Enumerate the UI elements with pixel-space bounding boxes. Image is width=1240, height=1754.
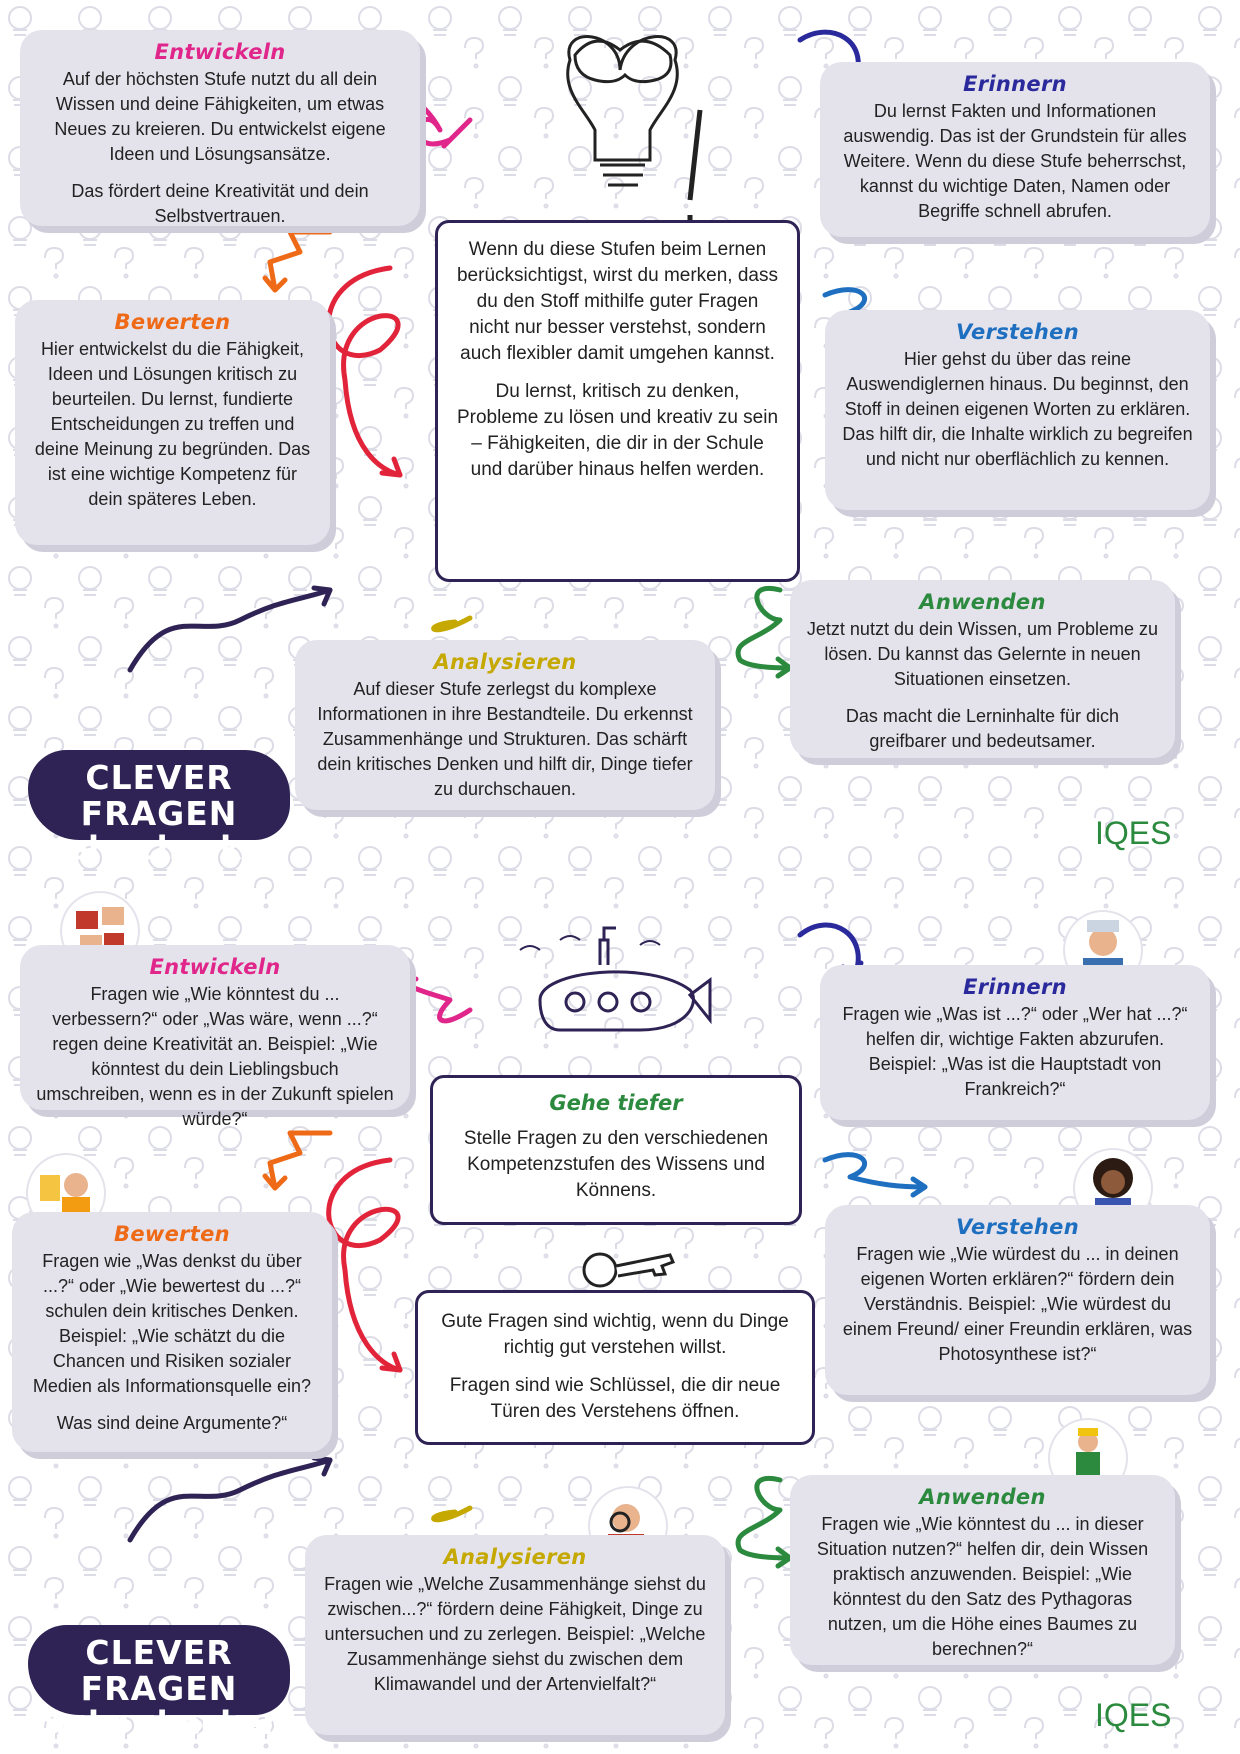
entwickeln-card-top: [20, 30, 420, 226]
erinnern-card-top: [820, 62, 1210, 237]
entwickeln-title-top: Entwickeln: [154, 40, 286, 64]
key-box: [415, 1290, 815, 1445]
bewerten-title-top: Bewerten: [114, 310, 231, 334]
clever-fragen-logo-top: [28, 750, 290, 867]
bewerten-text2-bottom: Was sind deine Argumente?“: [56, 1413, 288, 1433]
anwenden-text-top: Jetzt nutzt du dein Wissen, um Probleme zu lösen. Du kannst das Gelernte in neuen Situationen einsetzen.: [806, 619, 1159, 689]
analysieren-card-top: [295, 640, 715, 810]
erinnern-text-bottom: Fragen wie „Was ist ...?“ oder „Wer hat ...?“ helfen dir, wichtige Fakten abzurufen. Beispiel: „Was ist die Hauptstadt von Frankreich?“: [842, 1004, 1188, 1099]
bewerten-card-bottom: [12, 1212, 332, 1452]
logo-line2-bottom: mehr checken: [32, 1704, 286, 1742]
key-box-text: Gute Fragen sind wichtig, wenn du Dinge richtig gut verstehen willst.: [441, 1311, 789, 1358]
analysieren-title-top: Analysieren: [433, 650, 577, 674]
anwenden-title-top: Anwenden: [919, 590, 1046, 614]
analysieren-card-bottom: [305, 1535, 725, 1735]
verstehen-card-bottom: [825, 1205, 1210, 1395]
logo-line1-bottom: CLEVER FRAGEN: [80, 1633, 238, 1708]
verstehen-title-bottom: Verstehen: [956, 1215, 1079, 1239]
entwickeln-text2-top: Das fördert deine Kreativität und dein Selbstvertrauen.: [71, 181, 369, 226]
verstehen-text-top: Hier gehst du über das reine Auswendiglernen hinaus. Du beginnst, den Stoff in deinen eigenen Worten zu erklären. Das hilft dir, die Inhalte wirklich zu begreifen und nicht nur oberflächlich zu kennen.: [842, 349, 1193, 469]
analysieren-text-bottom: Fragen wie „Welche Zusammenhänge siehst du zwischen...?“ fördern deine Fähigkeit, Dinge zu untersuchen und zu zerlegen. Beispiel: „Welche Zusammenhänge siehst du zwischen dem Klimawandel und der Artenvielfalt?“: [324, 1574, 706, 1694]
anwenden-card-top: [790, 580, 1175, 758]
bewerten-card-top: [15, 300, 330, 545]
bewerten-title-bottom: Bewerten: [114, 1222, 230, 1246]
logo-line2-top: mehr checken: [32, 829, 286, 867]
analysieren-title-bottom: Analysieren: [443, 1545, 587, 1569]
entwickeln-title-bottom: Entwickeln: [149, 955, 281, 979]
iqes-logo-bottom: IQES: [1095, 1697, 1172, 1733]
iqes-logo-top: IQES: [1095, 815, 1172, 851]
entwickeln-text-top: Auf der höchsten Stufe nutzt du all dein Wissen und deine Fähigkeiten, um etwas Neues zu kreieren. Du entwickelst eigene Ideen und Lösungsansätze.: [54, 69, 386, 164]
bewerten-text-bottom: Fragen wie „Was denkst du über ...?“ oder „Wie bewertest du ...?“ schulen dein kritisches Denken. Beispiel: „Wie schätzt du die Chancen und Risiken sozialer Medien als Informationsquelle ein?: [32, 1251, 312, 1396]
erinnern-title-bottom: Erinnern: [963, 975, 1067, 999]
key-box-text2: Fragen sind wie Schlüssel, die dir neue Türen des Verstehens öffnen.: [449, 1375, 781, 1422]
erinnern-card-bottom: [820, 965, 1210, 1120]
logo-line1-top: CLEVER FRAGEN: [80, 758, 238, 833]
analysieren-text-top: Auf dieser Stufe zerlegst du komplexe Informationen in ihre Bestandteile. Du erkennst Zusammenhänge und Strukturen. Das schärft dein kritisches Denken und hilft dir, Dinge tiefer zu durchschauen.: [317, 679, 693, 799]
verstehen-title-top: Verstehen: [956, 320, 1079, 344]
erinnern-text-top: Du lernst Fakten und Informationen auswendig. Das ist der Grundstein für alles Weitere. Wenn du diese Stufe beherrschst, kannst du wichtige Daten, Namen oder Begriffe schnell abrufen.: [843, 101, 1187, 221]
clever-fragen-logo-bottom: [28, 1625, 290, 1742]
anwenden-title-bottom: Anwenden: [919, 1485, 1046, 1509]
anwenden-text2-top: Das macht die Lerninhalte für dich greifbarer und bedeutsamer.: [845, 706, 1120, 751]
bewerten-text-top: Hier entwickelst du die Fähigkeit, Ideen und Lösungen kritisch zu beurteilen. Du lernst, fundierte Entscheidungen zu treffen und deine Meinung zu begründen. Das ist eine wichtige Kompetenz für dein späteres Leben.: [34, 339, 311, 509]
gehe-tiefer-box: [430, 1075, 802, 1225]
entwickeln-text-bottom: Fragen wie „Wie könntest du ... verbessern?“ oder „Was wäre, wenn ...?“ regen deine Kreativität an. Beispiel: „Wie könntest du dein Lieblingsbuch umschreiben, wenn es in der Zukunft spielen würde?“: [36, 984, 394, 1129]
verstehen-text-bottom: Fragen wie „Wie würdest du ... in deinen eigenen Worten erklären?“ fördern dein Verständnis. Beispiel: „Wie würdest du einem Freund/ einer Freundin erklären, was Photosynthese ist?“: [842, 1244, 1193, 1364]
entwickeln-card-bottom: [20, 945, 410, 1129]
anwenden-text-bottom: Fragen wie „Wie könntest du ... in dieser Situation nutzen?“ helfen dir, dein Wissen praktisch anzuwenden. Beispiel: „Wie könntest du den Satz des Pythagoras nutzen, um die Höhe eines Baumes zu berechnen?“: [816, 1514, 1149, 1659]
verstehen-card-top: [825, 310, 1210, 510]
gehe-tiefer-title: Gehe tiefer: [549, 1091, 683, 1115]
intro-text2-top: Du lernst, kritisch zu denken, Probleme zu lösen und kreativ zu sein – Fähigkeiten, die dir in der Schule und darüber hinaus helfen werden.: [456, 381, 779, 480]
erinnern-title-top: Erinnern: [963, 72, 1067, 96]
anwenden-card-bottom: [790, 1475, 1175, 1665]
gehe-tiefer-text: Stelle Fragen zu den verschiedenen Kompetenzstufen des Wissens und Könnens.: [463, 1128, 769, 1201]
intro-text-top: Wenn du diese Stufen beim Lernen berücksichtigst, wirst du merken, dass du den Stoff mithilfe guter Fragen nicht nur besser verstehst, sondern auch flexibler damit umgehen kannst.: [456, 239, 778, 364]
intro-box-top: [435, 220, 800, 582]
